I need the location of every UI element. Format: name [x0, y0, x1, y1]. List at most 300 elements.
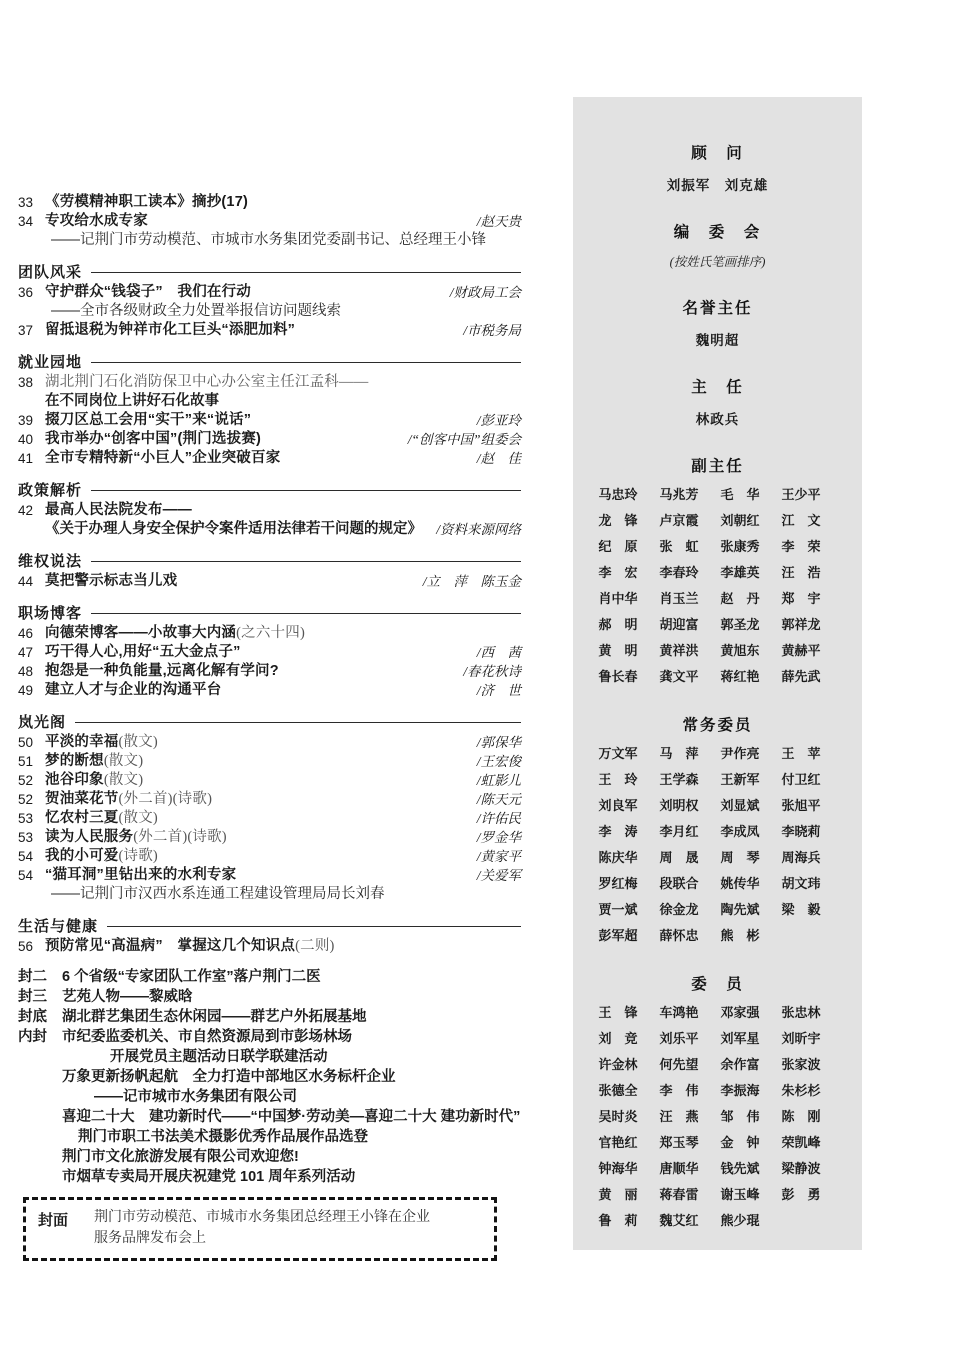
board-member-name: 张康秀 — [720, 539, 760, 554]
toc — [18, 193, 521, 1187]
board-member-name: 金 钟 — [720, 1135, 760, 1150]
toc-item-title-text: 《劳模精神职工读本》摘抄(17) — [45, 194, 248, 210]
board-member-name: 邹 伟 — [720, 1109, 760, 1124]
board-member-name: 张家波 — [781, 1057, 821, 1072]
section-title: 就业园地 — [18, 354, 83, 371]
cover-box-text — [94, 1207, 430, 1249]
cover-entry-text: 万象更新扬帆起航 全力打造中部地区水务标杆企业 — [62, 1069, 396, 1085]
board-member-name: 付卫红 — [781, 772, 821, 787]
cover-caption-box — [23, 1197, 497, 1261]
toc-page-number: 52 — [18, 792, 34, 807]
section-rule-line — [91, 613, 521, 614]
board-member-name: 李 宏 — [598, 565, 638, 580]
indent-spacer — [18, 885, 51, 904]
board-member-name: 段联合 — [659, 876, 699, 891]
section-header — [18, 551, 521, 570]
indent-spacer — [18, 1147, 62, 1167]
board-member-name: 周 晟 — [659, 850, 699, 865]
toc-section — [18, 916, 521, 956]
board-member-name: 陶先斌 — [720, 902, 760, 917]
board-member-name: 钱先斌 — [720, 1161, 760, 1176]
toc-page-number: 51 — [18, 754, 34, 769]
toc-item-title-genre: (二则) — [295, 938, 335, 954]
indent-spacer — [18, 1047, 110, 1067]
board-name-grid — [599, 485, 837, 687]
section-rule-line — [75, 722, 521, 723]
indent-spacer — [18, 1087, 94, 1107]
board-member-name: 刘乐平 — [659, 1031, 699, 1046]
cover-entry-continuation — [18, 1087, 521, 1107]
toc-item — [18, 866, 521, 885]
toc-item-title-text: 抱怨是一种负能量,远离化解有学问? — [45, 663, 279, 679]
board-name-grid — [599, 744, 837, 946]
toc-item-title-text: 梦的断想 — [45, 753, 104, 769]
board-member-name: 郝 明 — [598, 617, 638, 632]
toc-item-title — [45, 193, 521, 212]
board-member-name: 郭祥龙 — [781, 617, 821, 632]
board-member-name: 马忠玲 — [598, 487, 638, 502]
toc-item-continuation — [18, 885, 521, 904]
board-member-name: 黄祥洪 — [659, 643, 699, 658]
board-member-name: 黄 明 — [598, 643, 638, 658]
toc-item — [18, 449, 521, 468]
section-title: 生活与健康 — [18, 918, 99, 935]
toc-item-continuation — [18, 302, 521, 321]
board-member-name: 鲁长春 — [598, 669, 638, 684]
board-member-name: 毛 华 — [720, 487, 760, 502]
toc-page-number: 48 — [18, 664, 34, 679]
section-rule-line — [91, 272, 521, 273]
cover-entry-continuation — [18, 1147, 521, 1167]
toc-page-number: 56 — [18, 939, 34, 954]
board-member-name: 朱杉杉 — [781, 1083, 821, 1098]
indent-spacer — [18, 1107, 62, 1127]
cover-entry-text: 荆门市文化旅游发展有限公司欢迎您! — [62, 1149, 299, 1165]
toc-page-number: 38 — [18, 375, 34, 390]
toc-page-number: 36 — [18, 285, 34, 300]
board-member-name: 邓家强 — [720, 1005, 760, 1020]
toc-section — [18, 480, 521, 539]
toc-item — [18, 643, 521, 662]
toc-item-author: /黄家平 — [476, 849, 521, 864]
board-member-name: 马 萍 — [659, 746, 699, 761]
board-member-name: 张旭平 — [781, 798, 821, 813]
board-member-name: 许金林 — [598, 1057, 638, 1072]
section-header — [18, 480, 521, 499]
toc-item-title — [45, 624, 521, 643]
board-member-name: 钟海华 — [598, 1161, 638, 1176]
toc-item-title-text: 建立人才与企业的沟通平台 — [45, 682, 222, 698]
cover-entry-text: 开展党员主题活动日联学联建活动 — [110, 1049, 328, 1065]
toc-continuation-text: ——记荆门市汉西水系连通工程建设管理局局长刘春 — [51, 886, 385, 902]
board-group-title: 委 员 — [691, 976, 744, 993]
toc-item — [18, 733, 521, 752]
toc-item-continuation — [18, 520, 521, 539]
board-member-name: 吴时炎 — [598, 1109, 638, 1124]
toc-item — [18, 681, 521, 700]
indent-spacer — [18, 392, 45, 411]
board-member-name: 胡迎富 — [659, 617, 699, 632]
toc-item-title-text: 最高人民法院发布—— — [45, 502, 192, 518]
toc-page-number: 42 — [18, 503, 34, 518]
toc-item-author: /彭亚玲 — [476, 413, 521, 428]
cover-box-label: 封面 — [38, 1212, 69, 1229]
board-member-name: 罗红梅 — [598, 876, 638, 891]
toc-item-author: /西 茜 — [476, 645, 521, 660]
toc-page-number: 33 — [18, 195, 34, 210]
cover-entry-continuation — [18, 1167, 521, 1187]
board-member-name: 李春玲 — [659, 565, 699, 580]
toc-section — [18, 193, 521, 250]
toc-item — [18, 193, 521, 212]
cover-entry — [18, 1027, 521, 1047]
toc-item-author: /财政局工会 — [449, 285, 521, 300]
cover-entry-text: 荆门市职工书法美术摄影优秀作品展作品选登 — [78, 1129, 368, 1145]
toc-item-title — [45, 790, 469, 809]
board-member-name: 王新军 — [720, 772, 760, 787]
toc-item-author: /市税务局 — [463, 323, 521, 338]
board-member-name: 刘 竞 — [598, 1031, 638, 1046]
indent-spacer — [18, 231, 51, 250]
section-title: 岚光阁 — [18, 714, 67, 731]
board-member-name: 周海兵 — [781, 850, 821, 865]
cover-entry-continuation — [18, 1127, 521, 1147]
board-member-name: 王少平 — [781, 487, 821, 502]
toc-item-title-text: 巧干得人心,用好“五大金点子” — [45, 644, 241, 660]
toc-item-title-text: 贺油菜花节 — [45, 791, 119, 807]
section-header — [18, 712, 521, 731]
indent-spacer — [18, 1167, 62, 1187]
board-member-name: 魏艾红 — [659, 1213, 699, 1228]
toc-item-continuation — [18, 392, 521, 411]
board-member-name: 黄旭东 — [720, 643, 760, 658]
toc-item-title-text: 向德荣博客——小故事大内涵 — [45, 625, 237, 641]
toc-item-title — [45, 866, 469, 885]
toc-item-author: /陈天元 — [476, 792, 521, 807]
indent-spacer — [18, 1127, 78, 1147]
board-member-name: 彭 勇 — [781, 1187, 821, 1202]
board-member-name: 刘朝红 — [720, 513, 760, 528]
toc-item-title-text: 专攻给水成专家 — [45, 213, 148, 229]
board-name-line: 林政兵 — [695, 412, 740, 427]
toc-item-author: /资料来源网络 — [436, 522, 521, 537]
toc-item — [18, 411, 521, 430]
toc-item-author: /虹影儿 — [476, 773, 521, 788]
cover-entry-label: 封三 — [18, 989, 47, 1005]
board-member-name: 郑玉琴 — [659, 1135, 699, 1150]
toc-item-title — [45, 681, 469, 700]
toc-item-title-genre: (外二首)(诗歌) — [118, 791, 213, 807]
board-member-name: 姚传华 — [720, 876, 760, 891]
toc-page-number: 52 — [18, 773, 34, 788]
board-name-line: 魏明超 — [695, 333, 740, 348]
toc-section — [18, 603, 521, 700]
board-member-name: 万文军 — [598, 746, 638, 761]
toc-item-title-text: 全市专精特新“小巨人”企业突破百家 — [45, 450, 281, 466]
toc-item-title-text: 平淡的幸福 — [45, 734, 119, 750]
toc-item-author: /立 萍 陈玉金 — [422, 574, 521, 589]
board-member-name: 李 涛 — [598, 824, 638, 839]
toc-item-title — [45, 733, 469, 752]
toc-item — [18, 771, 521, 790]
board-member-name: 谢玉峰 — [720, 1187, 760, 1202]
indent-spacer — [18, 302, 51, 321]
board-member-name: 张忠林 — [781, 1005, 821, 1020]
toc-item — [18, 283, 521, 302]
toc-page-number: 40 — [18, 432, 34, 447]
toc-item — [18, 430, 521, 449]
cover-box-line2: 服务品牌发布会上 — [94, 1231, 206, 1246]
toc-item — [18, 809, 521, 828]
board-member-name: 周 琴 — [720, 850, 760, 865]
toc-item-title — [45, 212, 469, 231]
board-member-name: 张 虹 — [659, 539, 699, 554]
toc-item-author: /济 世 — [476, 683, 521, 698]
cover-entry-text: 市纪委监委机关、市自然资源局到市彭场林场 — [62, 1029, 352, 1045]
indent-spacer — [18, 520, 45, 539]
section-title: 职场博客 — [18, 605, 83, 622]
toc-item — [18, 321, 521, 340]
toc-item — [18, 828, 521, 847]
board-group-title: 编 委 会 — [673, 224, 762, 241]
toc-page-number: 39 — [18, 413, 34, 428]
toc-item-continuation — [18, 231, 521, 250]
cover-entry-continuation — [18, 1047, 521, 1067]
board-member-name: 薛先武 — [781, 669, 821, 684]
toc-item-title — [45, 643, 469, 662]
section-header — [18, 352, 521, 371]
board-member-name: 郭圣龙 — [720, 617, 760, 632]
toc-item-author: /郭保华 — [476, 735, 521, 750]
board-member-name: 胡文玮 — [781, 876, 821, 891]
cover-box-line1: 荆门市劳动模范、市城市水务集团总经理王小锋在企业 — [94, 1210, 430, 1225]
section-rule-line — [91, 561, 521, 562]
board-member-name: 鲁 莉 — [598, 1213, 638, 1228]
toc-page-number: 34 — [18, 214, 34, 229]
board-member-name: 刘显斌 — [720, 798, 760, 813]
toc-section — [18, 712, 521, 904]
toc-item — [18, 572, 521, 591]
toc-page-number: 44 — [18, 574, 34, 589]
toc-item-title-text: 我市举办“创客中国”(荆门选拔赛) — [45, 431, 262, 447]
board-member-name: 刘昕宇 — [781, 1031, 821, 1046]
board-member-name: 余作富 — [720, 1057, 760, 1072]
toc-item-title — [45, 662, 455, 681]
toc-item-title — [45, 771, 469, 790]
board-member-name: 荣凯峰 — [781, 1135, 821, 1150]
toc-item-title — [45, 449, 469, 468]
board-member-name: 贾一斌 — [598, 902, 638, 917]
section-title: 维权说法 — [18, 553, 83, 570]
toc-continuation-text: 在不同岗位上讲好石化故事 — [45, 393, 219, 409]
board-group-title: 主 任 — [691, 379, 744, 396]
toc-item-title — [45, 752, 469, 771]
toc-page-number: 53 — [18, 811, 34, 826]
toc-item — [18, 662, 521, 681]
toc-item-title-text: 池谷印象 — [45, 772, 104, 788]
board-member-name: 熊 彬 — [720, 928, 760, 943]
board-member-name: 黄 丽 — [598, 1187, 638, 1202]
cover-entry — [18, 967, 521, 987]
board-member-name: 刘军星 — [720, 1031, 760, 1046]
toc-item-title — [45, 283, 442, 302]
board-member-name: 李 荣 — [781, 539, 821, 554]
toc-item-title — [45, 572, 415, 591]
editorial-board-panel — [573, 97, 862, 1250]
board-member-name: 刘良军 — [598, 798, 638, 813]
cover-entry-text: 6 个省级“专家团队工作室”落户荆门二医 — [62, 969, 321, 985]
toc-item-title-genre: (散文) — [118, 810, 158, 826]
board-member-name: 纪 原 — [598, 539, 638, 554]
board-member-name: 车鸿艳 — [659, 1005, 699, 1020]
board-member-name: 陈 刚 — [781, 1109, 821, 1124]
board-member-name: 唐顺华 — [659, 1161, 699, 1176]
toc-page-number: 49 — [18, 683, 34, 698]
cover-entry-label: 内封 — [18, 1029, 47, 1045]
board-member-name: 张德全 — [598, 1083, 638, 1098]
board-member-name: 卢京霞 — [659, 513, 699, 528]
section-rule-line — [107, 926, 521, 927]
board-member-name: 黄赫平 — [781, 643, 821, 658]
toc-item-title-genre: (外二首)(诗歌) — [133, 829, 227, 845]
toc-item — [18, 373, 521, 392]
cover-entry-label: 封二 — [18, 969, 47, 985]
toc-page-number: 53 — [18, 830, 34, 845]
toc-page-number: 41 — [18, 451, 34, 466]
cover-entry-text: 市烟草专卖局开展庆祝建党 101 周年系列活动 — [62, 1169, 356, 1185]
board-member-name: 薛怀忠 — [659, 928, 699, 943]
toc-item-title — [45, 847, 469, 866]
toc-item-author: /“创客中国”组委会 — [407, 432, 521, 447]
cover-entry — [18, 987, 521, 1007]
board-member-name: 李 伟 — [659, 1083, 699, 1098]
board-member-name: 李振海 — [720, 1083, 760, 1098]
board-group-title: 顾 问 — [691, 145, 744, 162]
board-member-name: 梁静波 — [781, 1161, 821, 1176]
board-member-name: 龙 锋 — [598, 513, 638, 528]
toc-page-number: 37 — [18, 323, 34, 338]
board-member-name: 梁 毅 — [781, 902, 821, 917]
board-member-name: 汪 浩 — [781, 565, 821, 580]
toc-item-title-text: 掇刀区总工会用“实干”来“说话” — [45, 412, 252, 428]
cover-entry-text: ——记市城市水务集团有限公司 — [94, 1089, 297, 1105]
board-member-name: 肖玉兰 — [659, 591, 699, 606]
board-member-name: 尹作亮 — [720, 746, 760, 761]
board-member-name: 陈庆华 — [598, 850, 638, 865]
board-member-name: 刘明权 — [659, 798, 699, 813]
toc-item-author: /关爱军 — [476, 868, 521, 883]
covers-list — [18, 967, 521, 1187]
board-member-name: 李成凤 — [720, 824, 760, 839]
toc-item-title-text: 守护群众“钱袋子” 我们在行动 — [45, 284, 251, 300]
toc-item — [18, 847, 521, 866]
board-member-name: 蒋红艳 — [720, 669, 760, 684]
toc-page-number: 46 — [18, 626, 34, 641]
toc-item-author: /赵天贵 — [476, 214, 521, 229]
board-member-name: 王 苹 — [781, 746, 821, 761]
toc-item-title-genre: (散文) — [118, 734, 158, 750]
cover-entry-text: 湖北群艺集团生态休闲园——群艺户外拓展基地 — [62, 1009, 367, 1025]
toc-item-title — [45, 937, 521, 956]
board-member-name: 江 文 — [781, 513, 821, 528]
toc-page-number: 54 — [18, 868, 34, 883]
toc-item-title-genre: (散文) — [103, 772, 144, 788]
toc-item — [18, 752, 521, 771]
toc-continuation-text: ——记荆门市劳动模范、市城市水务集团党委副书记、总经理王小锋 — [51, 232, 486, 248]
board-group-title: 常务委员 — [682, 717, 753, 734]
board-member-name: 汪 燕 — [659, 1109, 699, 1124]
toc-item-title — [45, 828, 469, 847]
toc-continuation-text: ——全市各级财政全力处置举报信访问题线索 — [51, 303, 341, 319]
toc-item-title-text: “猫耳洞”里钻出来的水利专家 — [45, 867, 237, 883]
toc-item-author: /春花秋诗 — [463, 664, 521, 679]
toc-item-title — [45, 411, 469, 430]
cover-entry — [18, 1007, 521, 1027]
toc-item-title — [45, 373, 521, 392]
section-title: 团队风采 — [18, 264, 83, 281]
toc-item — [18, 501, 521, 520]
toc-item-author: /赵 佳 — [476, 451, 521, 466]
board-member-name: 王 玲 — [598, 772, 638, 787]
toc-item-title-text: 读为人民服务 — [45, 829, 134, 845]
board-member-name: 郑 宇 — [781, 591, 821, 606]
toc-page-number: 50 — [18, 735, 34, 750]
indent-spacer — [18, 1067, 62, 1087]
toc-item-title — [45, 321, 455, 340]
board-member-name: 李月红 — [659, 824, 699, 839]
board-name-grid — [599, 1003, 837, 1231]
toc-page-number: 47 — [18, 645, 34, 660]
toc-item-title — [45, 809, 469, 828]
toc-item-author: /罗金华 — [476, 830, 521, 845]
section-rule-line — [91, 490, 521, 491]
toc-item-author: /许佑民 — [476, 811, 521, 826]
cover-entry-text: 喜迎二十大 建功新时代——“中国梦·劳动美—喜迎二十大 建功新时代” — [62, 1109, 521, 1125]
section-header — [18, 603, 521, 622]
toc-item-title-genre: (之六十四) — [236, 625, 305, 641]
toc-item-title — [45, 430, 400, 449]
toc-item-title-text: 莫把警示标志当儿戏 — [45, 573, 178, 589]
toc-item-title-genre: (散文) — [103, 753, 144, 769]
toc-item-title-genre: (诗歌) — [118, 848, 158, 864]
toc-section — [18, 262, 521, 340]
section-header — [18, 916, 521, 935]
board-member-name: 蒋春雷 — [659, 1187, 699, 1202]
toc-item — [18, 937, 521, 956]
toc-item-title-text: 留抵退税为钟祥市化工巨头“添肥加料” — [45, 322, 296, 338]
cover-entry-continuation — [18, 1067, 521, 1087]
section-title: 政策解析 — [18, 482, 83, 499]
toc-item — [18, 790, 521, 809]
section-rule-line — [91, 362, 521, 363]
board-member-name: 彭军超 — [598, 928, 638, 943]
toc-item-title — [45, 501, 521, 520]
toc-item-author: /王宏俊 — [476, 754, 521, 769]
board-member-name: 王 锋 — [598, 1005, 638, 1020]
board-group-title: 副主任 — [691, 458, 744, 475]
cover-entry-label: 封底 — [18, 1009, 47, 1025]
board-member-name: 何先望 — [659, 1057, 699, 1072]
board-group-subtitle: (按姓氏笔画排序) — [669, 255, 766, 269]
toc-page-number: 54 — [18, 849, 34, 864]
board-member-name: 李晓莉 — [781, 824, 821, 839]
toc-item-title-text: 我的小可爱 — [45, 848, 119, 864]
cover-entry-text: 艺苑人物——黎威晗 — [62, 989, 193, 1005]
board-group-title: 名誉主任 — [682, 300, 753, 317]
section-header — [18, 262, 521, 281]
board-member-name: 龚文平 — [659, 669, 699, 684]
toc-item — [18, 212, 521, 231]
